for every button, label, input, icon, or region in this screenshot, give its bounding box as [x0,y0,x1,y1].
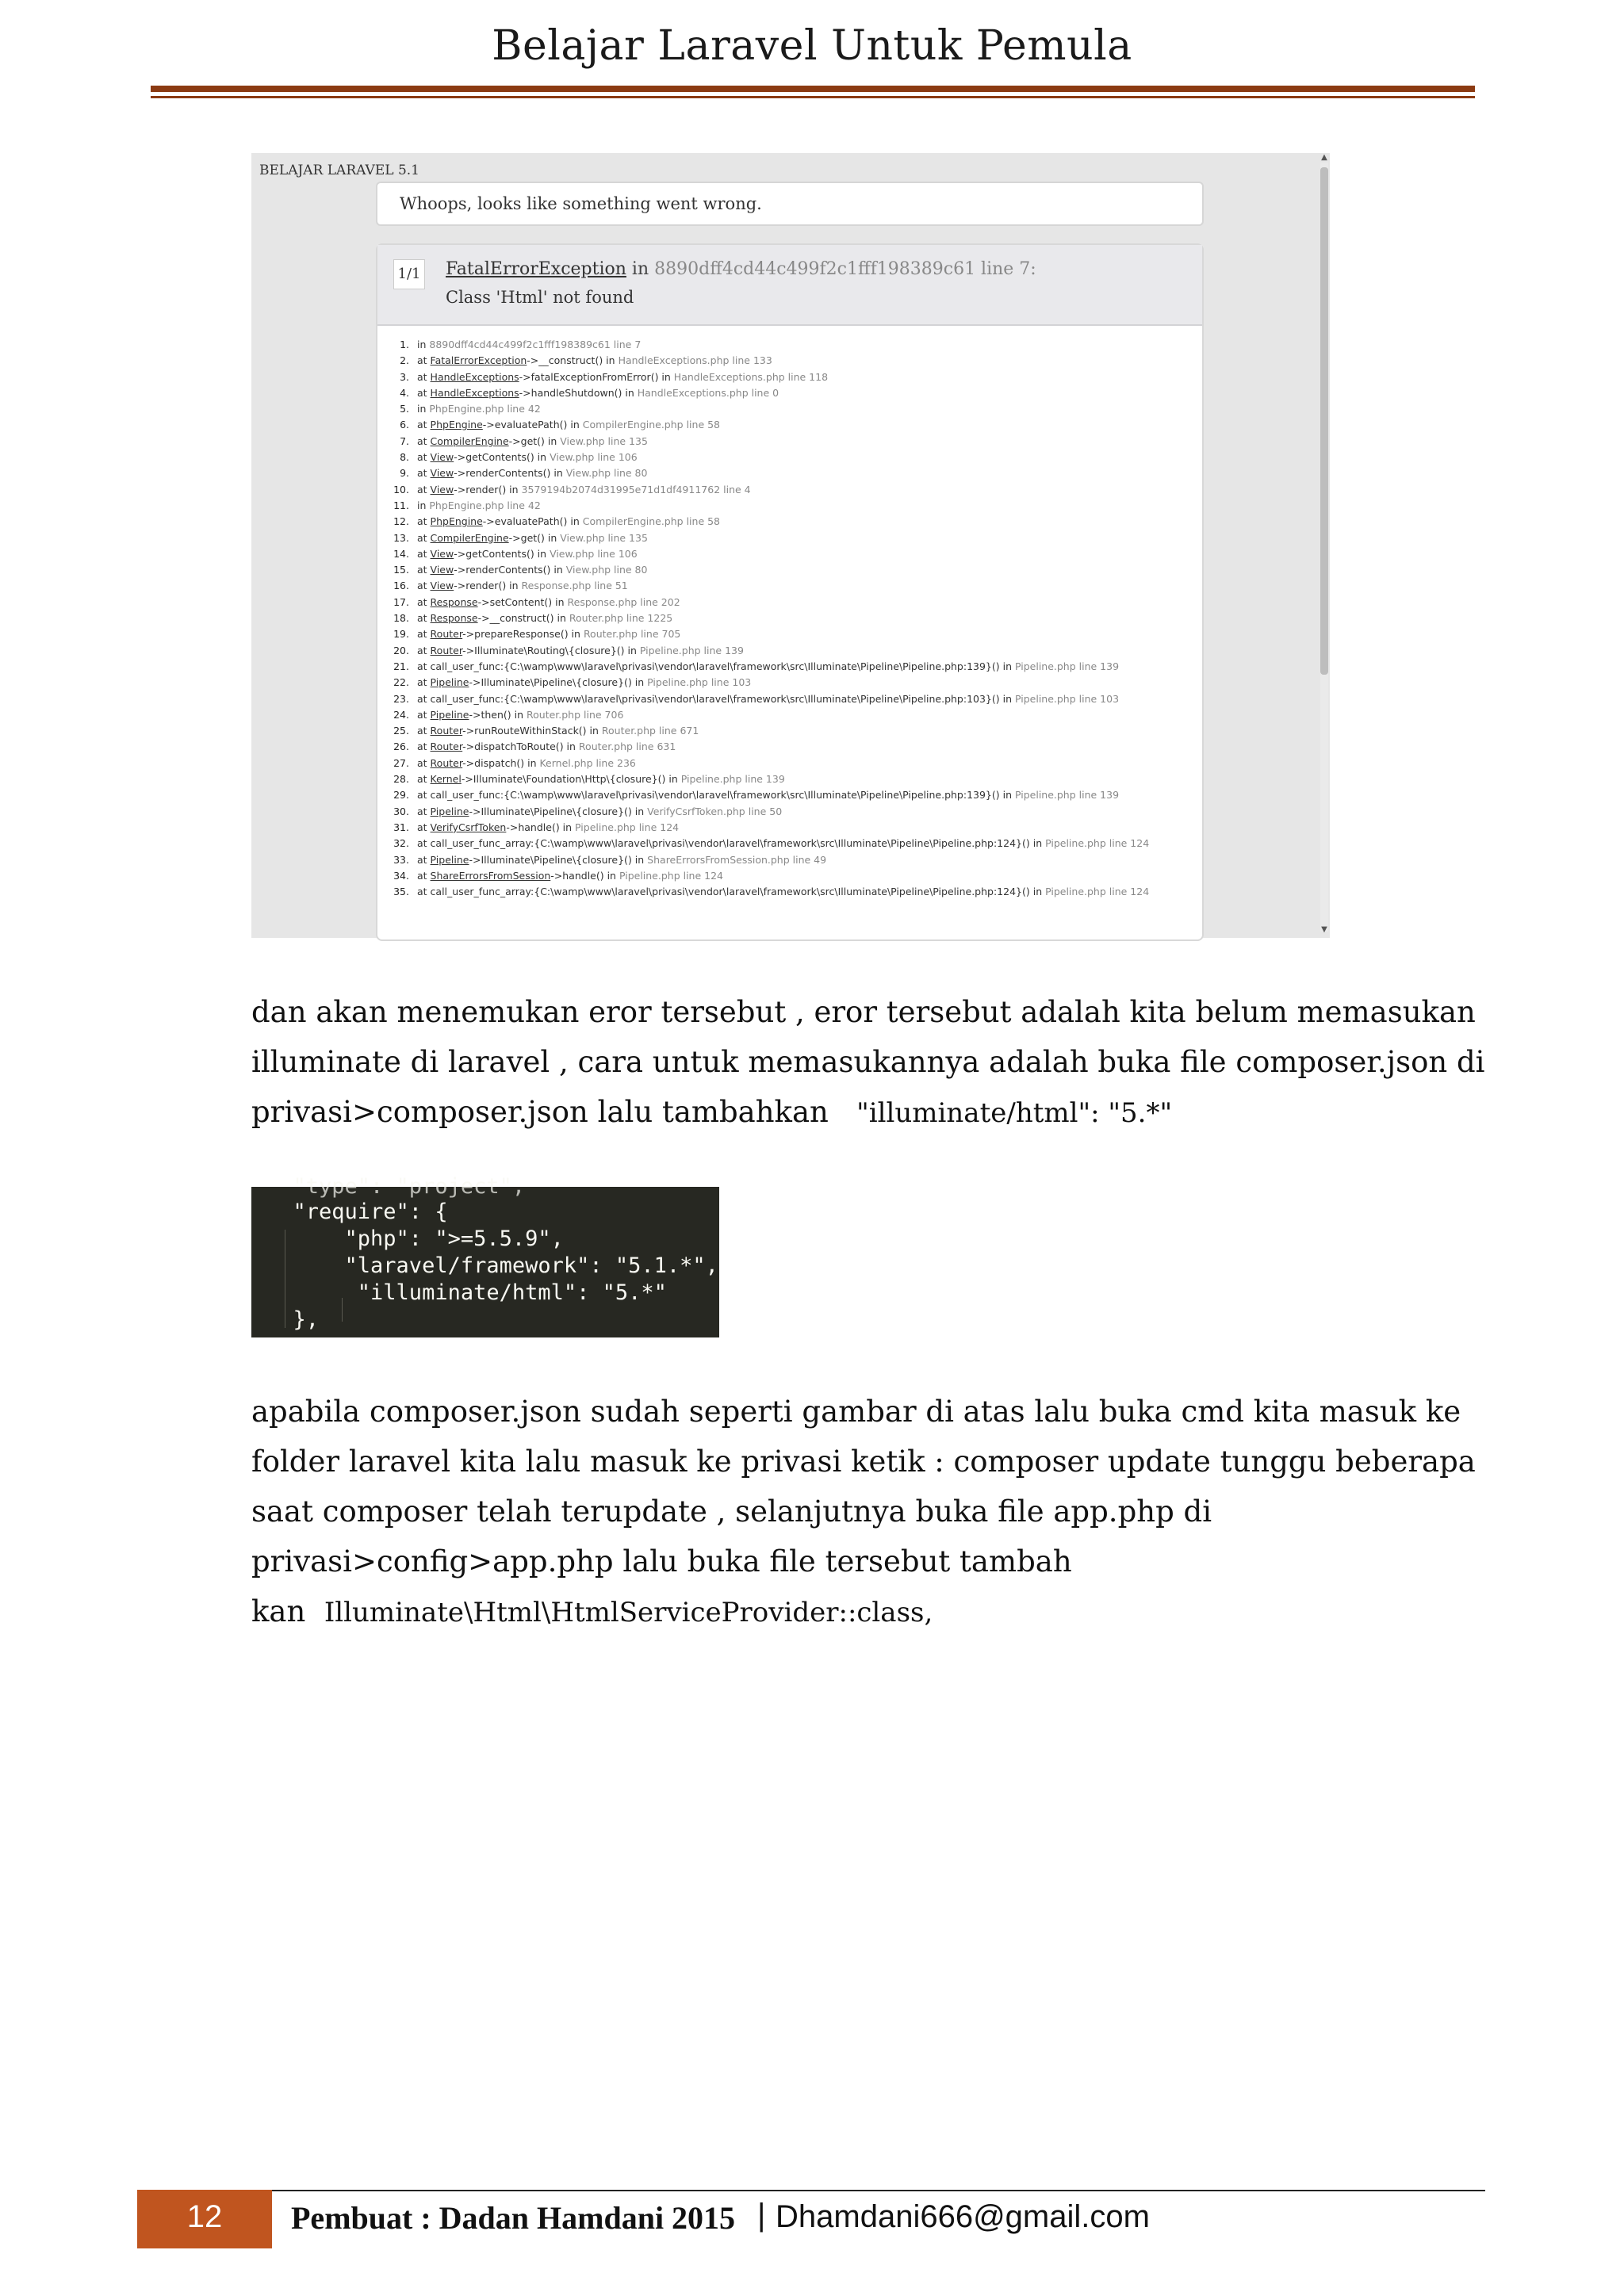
trace-location: Pipeline.php line 124 [1045,837,1150,850]
trace-location: HandleExceptions.php line 133 [618,354,772,367]
trace-prefix: at [417,628,431,641]
trace-location: Router.php line 1225 [569,612,673,625]
exception-name-link[interactable]: FatalErrorException [446,259,626,279]
trace-number: 16. [393,580,409,592]
trace-number: 14. [393,547,409,560]
exception-count-badge: 1/1 [393,259,425,289]
trace-number: 2. [400,354,409,367]
trace-class-link[interactable]: Router [430,740,463,753]
header-rule [151,86,1475,92]
trace-location: Kernel.php line 236 [539,756,636,769]
trace-location: Pipeline.php line 139 [680,773,785,786]
trace-class-link[interactable]: FatalErrorException [430,354,527,367]
trace-class-link[interactable]: Response [430,595,478,608]
trace-call: call_user_func_array:{C:\wamp\www\laravel\privasi\vendor\laravel\framework\src\Illuminate\Pipeline\Pipeline.php:124}() in [430,886,1046,898]
trace-class-link[interactable]: Kernel [430,773,462,786]
trace-location: View.php line 106 [550,451,638,464]
trace-number: 35. [393,886,409,898]
footer-author: Pembuat : Dadan Hamdani 2015 [291,2200,736,2236]
trace-location: View.php line 80 [565,467,648,480]
trace-class-link[interactable]: HandleExceptions [430,386,519,399]
trace-class-link[interactable]: Router [430,644,463,656]
trace-row [377,804,1202,820]
trace-call: call_user_func:{C:\wamp\www\laravel\privasi\vendor\laravel\framework\src\Illuminate\Pipeline\Pipeline.php:139}() in [430,660,1015,672]
trace-call: ->render() in [454,483,522,496]
trace-call: ->setContent() in [477,595,568,608]
trace-prefix: at [417,564,431,576]
trace-text [417,482,751,498]
trace-text [417,465,647,481]
trace-number: 12. [393,515,409,528]
trace-call: ->get() in [508,434,561,447]
whoops-message-box [376,182,1204,226]
trace-prefix: at [417,451,431,464]
trace-number: 25. [393,725,409,737]
exception-in: in [626,259,655,279]
trace-text [417,417,720,433]
trace-text [417,836,1149,851]
header-rule-thin [151,96,1475,98]
app-title: BELAJAR LARAVEL 5.1 [259,163,419,178]
trace-location: VerifyCsrfToken.php line 50 [647,805,783,817]
trace-location: Router.php line 671 [601,725,699,737]
trace-row [377,578,1202,594]
trace-text [417,337,641,353]
trace-location: Router.php line 706 [527,708,624,721]
trace-number: 27. [393,756,409,769]
exception-title [446,259,1036,279]
trace-prefix: at [417,612,431,625]
trace-number: 22. [393,676,409,689]
trace-prefix: at [417,821,431,833]
trace-text [417,820,679,836]
trace-class-link[interactable]: View [430,580,454,592]
trace-prefix: at [417,660,431,672]
trace-call: call_user_func_array:{C:\wamp\www\laravel\privasi\vendor\laravel\framework\src\Illuminate\Pipeline\Pipeline.php:124}() in [430,837,1046,850]
trace-number: 7. [400,434,409,447]
trace-text [417,595,680,610]
trace-prefix: at [417,740,431,753]
trace-text [417,578,628,594]
trace-row [377,771,1202,787]
trace-class-link[interactable]: Pipeline [430,708,469,721]
trace-prefix: at [417,580,431,592]
trace-class-link[interactable]: Router [430,725,463,737]
trace-row [377,337,1202,353]
trace-location: Response.php line 51 [521,580,628,592]
exception-panel [376,243,1204,941]
paragraph-1 [251,987,1488,1138]
trace-number: 20. [393,644,409,656]
trace-row [377,820,1202,836]
trace-call: ->fatalExceptionFromError() in [519,370,674,383]
trace-row [377,707,1202,723]
trace-row [377,530,1202,546]
trace-class-link[interactable]: HandleExceptions [430,370,519,383]
trace-text [417,434,648,450]
trace-call: ->render() in [454,580,522,592]
trace-text [417,723,699,739]
trace-row [377,369,1202,385]
trace-location: Pipeline.php line 103 [647,676,752,689]
trace-location: ShareErrorsFromSession.php line 49 [647,853,827,866]
trace-number: 17. [393,595,409,608]
trace-row [377,482,1202,498]
footer-rule [137,2190,1485,2191]
page-header-title: Belajar Laravel Untuk Pemula [492,22,1132,70]
trace-row [377,610,1202,626]
trace-prefix: at [417,515,431,528]
code-line: "laravel/framework": "5.1.*", [267,1253,718,1278]
scrollbar-thumb[interactable] [1320,167,1328,675]
trace-prefix: at [417,692,431,705]
trace-class-link[interactable]: Response [430,612,478,625]
trace-prefix: at [417,434,431,447]
trace-text [417,643,744,659]
trace-call: call_user_func:{C:\wamp\www\laravel\privasi\vendor\laravel\framework\src\Illuminate\Pipeline\Pipeline.php:139}() in [430,789,1015,802]
trace-number: 8. [400,451,409,464]
trace-text [417,530,648,546]
trace-text [417,514,720,530]
exception-location: 8890dff4cd44c499f2c1fff198389c61 line 7: [654,259,1036,279]
trace-call: ->evaluatePath() in [482,515,583,528]
trace-row [377,465,1202,481]
trace-row [377,595,1202,610]
trace-location: View.php line 135 [560,434,648,447]
trace-call: ->Illuminate\Pipeline\{closure}() in [469,805,648,817]
footer-separator: | [757,2198,766,2233]
trace-location: Pipeline.php line 124 [575,821,680,833]
trace-text [417,868,723,884]
trace-prefix: at [417,531,431,544]
trace-row [377,450,1202,465]
paragraph-2 [251,1387,1488,1638]
trace-call: ->Illuminate\Routing\{closure}() in [462,644,640,656]
trace-call: ->handle() in [506,821,576,833]
trace-number: 21. [393,660,409,672]
trace-prefix: at [417,386,431,399]
trace-call: ->dispatch() in [462,756,540,769]
trace-number: 11. [393,499,409,511]
trace-text [417,450,638,465]
trace-row [377,434,1202,450]
trace-class-link[interactable]: Router [430,628,463,641]
trace-row [377,659,1202,675]
trace-class-link[interactable]: PhpEngine [430,419,483,431]
trace-class-link[interactable]: VerifyCsrfToken [430,821,507,833]
trace-text [417,884,1149,900]
trace-location: Pipeline.php line 139 [1014,660,1120,672]
paragraph-2-code: Illuminate\Html\HtmlServiceProvider::class, [324,1597,933,1628]
trace-text [417,498,541,514]
trace-prefix: at [417,773,431,786]
trace-call: ->dispatchToRoute() in [462,740,579,753]
trace-text [417,739,676,755]
trace-row [377,852,1202,868]
trace-location: 8890dff4cd44c499f2c1fff198389c61 line 7 [429,339,642,350]
trace-location: CompilerEngine.php line 58 [582,515,721,528]
trace-class-link[interactable]: Pipeline [430,805,469,817]
trace-location: View.php line 106 [550,547,638,560]
trace-location: HandleExceptions.php line 0 [637,386,779,399]
trace-location: Pipeline.php line 124 [619,869,724,882]
trace-number: 15. [393,564,409,576]
trace-text [417,707,623,723]
trace-location: HandleExceptions.php line 118 [673,370,829,383]
trace-class-link[interactable]: View [430,467,454,480]
trace-text [417,385,779,401]
trace-text [417,626,680,642]
trace-text [417,546,638,562]
trace-prefix: at [417,756,431,769]
trace-location: Pipeline.php line 139 [1014,789,1120,802]
trace-prefix: at [417,676,431,689]
trace-location: Response.php line 202 [567,595,680,608]
trace-call: ->handle() in [550,869,619,882]
trace-call: ->renderContents() in [454,564,566,576]
trace-number: 28. [393,773,409,786]
error-page-screenshot [251,153,1330,938]
trace-number: 30. [393,805,409,817]
code-line: "illuminate/html": "5.*" [267,1280,667,1305]
trace-prefix: at [417,853,431,866]
trace-call: ->renderContents() in [454,467,566,480]
trace-row [377,546,1202,562]
stack-trace-list [377,337,1202,900]
trace-call: ->evaluatePath() in [482,419,583,431]
trace-row [377,385,1202,401]
trace-number: 19. [393,628,409,641]
paragraph-1-text: dan akan menemukan eror tersebut , eror tersebut adalah kita belum memasukan illuminate di laravel , cara untuk memasukannya adalah buka file composer.json di privasi>composer.json lalu tambahkan [251,995,1485,1129]
trace-call: ->__construct() in [477,612,569,625]
code-line: "php": ">=5.5.9", [267,1226,564,1251]
trace-text [417,353,772,369]
trace-number: 29. [393,789,409,802]
trace-call: ->Illuminate\Pipeline\{closure}() in [469,853,648,866]
trace-number: 9. [400,467,409,480]
trace-prefix: at [417,547,431,560]
trace-row [377,884,1202,900]
trace-location: Router.php line 631 [578,740,676,753]
trace-prefix: at [417,886,431,898]
trace-row [377,723,1202,739]
trace-row [377,626,1202,642]
trace-location: Pipeline.php line 124 [1045,886,1150,898]
trace-prefix: at [417,789,431,802]
trace-text [417,675,751,691]
trace-call: ->runRouteWithinStack() in [462,725,602,737]
trace-row [377,787,1202,803]
trace-number: 18. [393,612,409,625]
trace-call: call_user_func:{C:\wamp\www\laravel\privasi\vendor\laravel\framework\src\Illuminate\Pipeline\Pipeline.php:103}() in [430,692,1015,705]
trace-number: 10. [393,483,409,496]
trace-text [417,771,785,787]
trace-number: 26. [393,740,409,753]
code-line: "type": "project", [267,1174,526,1199]
trace-row [377,739,1202,755]
trace-prefix: at [417,595,431,608]
trace-call: ->getContents() in [454,451,550,464]
trace-call: ->get() in [508,531,561,544]
trace-row [377,514,1202,530]
trace-call: ->then() in [469,708,527,721]
trace-prefix: at [417,644,431,656]
trace-number: 3. [400,370,409,383]
trace-row [377,868,1202,884]
trace-number: 31. [393,821,409,833]
trace-class-link[interactable]: View [430,564,454,576]
trace-text [417,756,636,771]
paragraph-2-text: apabila composer.json sudah seperti gambar di atas lalu buka cmd kita masuk ke folder laravel kita lalu masuk ke privasi ketik : composer update tunggu beberapa saat composer telah terupdate , selanjutnya buka file app.php di privasi>config>app.php lalu buka file tersebut tambah kan [251,1395,1476,1628]
scroll-down-icon[interactable]: ▼ [1321,925,1327,934]
trace-location: Router.php line 705 [583,628,681,641]
trace-number: 1. [400,339,409,350]
trace-prefix: at [417,708,431,721]
trace-class-link[interactable]: CompilerEngine [430,434,509,447]
trace-number: 33. [393,853,409,866]
trace-row [377,401,1202,417]
trace-row [377,675,1202,691]
trace-location: Pipeline.php line 103 [1014,692,1120,705]
trace-number: 32. [393,837,409,850]
trace-prefix: in [417,499,430,511]
exception-header [377,245,1202,326]
trace-row [377,353,1202,369]
trace-class-link[interactable]: ShareErrorsFromSession [430,869,551,882]
trace-prefix: at [417,419,431,431]
trace-prefix: in [417,403,430,415]
trace-prefix: at [417,483,431,496]
footer-email: Dhamdani666@gmail.com [776,2199,1150,2234]
trace-class-link[interactable]: Pipeline [430,853,469,866]
trace-prefix: at [417,354,431,367]
trace-location: 3579194b2074d31995e71d1df4911762 line 4 [521,483,751,496]
trace-row [377,417,1202,433]
trace-number: 6. [400,419,409,431]
trace-call: ->handleShutdown() in [519,386,638,399]
trace-class-link[interactable]: View [430,451,454,464]
trace-number: 4. [400,386,409,399]
trace-row [377,691,1202,707]
composer-json-screenshot [251,1174,719,1337]
trace-text [417,369,828,385]
trace-class-link[interactable]: Router [430,756,463,769]
whoops-message: Whoops, looks like something went wrong. [400,194,762,213]
trace-text [417,787,1119,803]
trace-prefix: in [417,339,430,350]
trace-call: ->getContents() in [454,547,550,560]
trace-text [417,852,826,868]
trace-class-link[interactable]: View [430,547,454,560]
trace-call: ->Illuminate\Foundation\Http\{closure}() in [461,773,681,786]
trace-location: View.php line 80 [565,564,648,576]
trace-text [417,804,782,820]
code-line: }, [267,1307,320,1332]
trace-class-link[interactable]: Pipeline [430,676,469,689]
trace-location: View.php line 135 [560,531,648,544]
trace-call: ->Illuminate\Pipeline\{closure}() in [469,676,648,689]
trace-number: 5. [400,403,409,415]
trace-class-link[interactable]: PhpEngine [430,515,483,528]
trace-text [417,691,1119,707]
trace-text [417,610,672,626]
trace-location: PhpEngine.php line 42 [429,403,541,415]
trace-text [417,659,1119,675]
trace-number: 13. [393,531,409,544]
trace-location: CompilerEngine.php line 58 [582,419,721,431]
trace-prefix: at [417,805,431,817]
trace-call: ->__construct() in [527,354,619,367]
code-line: "require": { [267,1200,448,1224]
trace-class-link[interactable]: CompilerEngine [430,531,509,544]
trace-row [377,836,1202,851]
trace-location: Pipeline.php line 139 [639,644,744,656]
trace-prefix: at [417,370,431,383]
trace-location: PhpEngine.php line 42 [429,499,541,511]
trace-number: 24. [393,708,409,721]
trace-number: 34. [393,869,409,882]
trace-prefix: at [417,869,431,882]
exception-message: Class 'Html' not found [446,288,634,307]
trace-prefix: at [417,837,431,850]
trace-class-link[interactable]: View [430,483,454,496]
trace-row [377,756,1202,771]
paragraph-1-code: "illuminate/html": "5.*" [856,1097,1173,1129]
trace-row [377,562,1202,578]
trace-number: 23. [393,692,409,705]
trace-text [417,401,541,417]
scroll-up-icon[interactable]: ▲ [1321,153,1327,162]
trace-text [417,562,647,578]
trace-call: ->prepareResponse() in [462,628,584,641]
page-number: 12 [186,2199,223,2234]
trace-row [377,643,1202,659]
trace-prefix: at [417,725,431,737]
trace-row [377,498,1202,514]
trace-prefix: at [417,467,431,480]
